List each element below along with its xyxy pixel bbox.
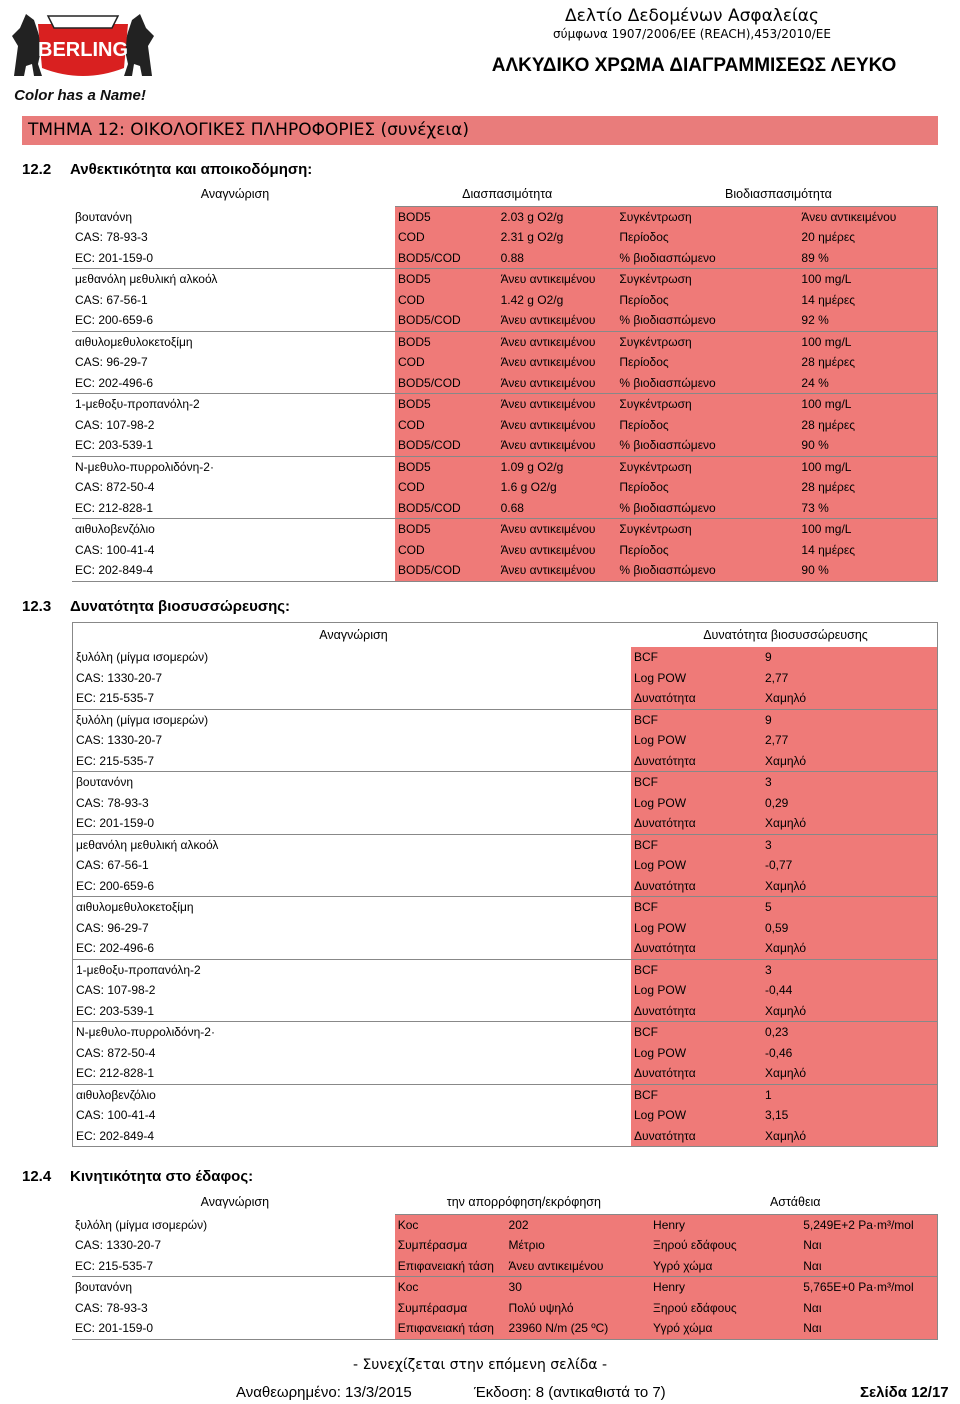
substance-identifier: CAS: 78-93-3 (75, 1300, 148, 1315)
document-title: Δελτίο Δεδομένων Ασφαλείας (565, 6, 819, 26)
table-row (73, 1105, 938, 1126)
data-cell: Συγκέντρωση (616, 331, 798, 352)
substance-identifier: βουτανόνη (73, 772, 632, 793)
data-value: 9 (762, 709, 938, 730)
data-value: Χαμηλό (762, 688, 938, 709)
logo-brand: BERLING (38, 39, 128, 61)
substance-identifier: EC: 212-828-1 (72, 498, 395, 519)
data-cell: 202 (506, 1214, 650, 1235)
data-cell: BOD5 (395, 394, 498, 415)
data-cell: Koc (395, 1277, 506, 1298)
data-cell: % βιοδιασπώμενο (616, 435, 798, 456)
data-cell: Άνευ αντικειμένου (498, 394, 617, 415)
substance-identifier: EC: 200-659-6 (73, 876, 632, 897)
header-volatility: Αστάθεια (769, 1194, 821, 1209)
data-value: Χαμηλό (762, 751, 938, 772)
data-cell: Άνευ αντικειμένου (498, 331, 617, 352)
data-label: Log POW (631, 730, 762, 751)
table-row (72, 310, 938, 331)
data-cell: 5,249E+2 Pa·m³/mol (800, 1214, 937, 1235)
table-row (73, 709, 938, 730)
data-label: Δυνατότητα (631, 688, 762, 709)
table-row (72, 227, 938, 248)
data-cell: Άνευ αντικειμένου (498, 352, 617, 373)
data-cell: Περίοδος (616, 540, 798, 561)
data-cell: % βιοδιασπώμενο (616, 498, 798, 519)
substance-identifier: EC: 202-849-4 (72, 560, 395, 581)
revision-date: Αναθεωρημένο: 13/3/2015 (236, 1384, 412, 1401)
data-value: 3 (762, 959, 938, 980)
header-bioaccumulation: Δυνατότητα βιοσυσσώρευσης (631, 623, 938, 648)
data-value: 5 (762, 897, 938, 918)
data-cell: Άνευ αντικειμένου (498, 310, 617, 331)
table-row (73, 876, 938, 897)
substance-identifier: CAS: 67-56-1 (75, 292, 148, 307)
data-cell: Άνευ αντικειμένου (506, 1256, 650, 1277)
data-cell: BOD5/COD (395, 248, 498, 269)
data-cell: 1.42 g O2/g (498, 290, 617, 311)
substance-identifier: CAS: 78-93-3 (73, 793, 632, 814)
data-value: Χαμηλό (762, 1001, 938, 1022)
table-row (72, 498, 938, 519)
data-cell: 1.6 g O2/g (498, 477, 617, 498)
substance-identifier: CAS: 107-98-2 (75, 417, 155, 432)
data-cell: BOD5 (395, 331, 498, 352)
data-label: Δυνατότητα (631, 1063, 762, 1084)
data-label: Δυνατότητα (631, 1126, 762, 1147)
data-cell: Άνευ αντικειμένου (498, 540, 617, 561)
data-label: Log POW (631, 1105, 762, 1126)
data-cell: 1.09 g O2/g (498, 456, 617, 477)
table-row (73, 647, 938, 668)
table-row (73, 938, 938, 959)
data-cell: 28 ημέρες (798, 477, 937, 498)
table-row (72, 1277, 938, 1298)
substance-identifier: EC: 215-535-7 (73, 688, 632, 709)
subsection-number: 12.3 (22, 598, 52, 615)
product-name: ΑΛΚΥΔΙΚΟ ΧΡΩΜΑ ΔΙΑΓΡΑΜΜΙΣΕΩΣ ΛΕΥΚΟ (491, 55, 897, 76)
data-label: BCF (631, 897, 762, 918)
data-cell: % βιοδιασπώμενο (616, 560, 798, 581)
data-cell: Συγκέντρωση (616, 394, 798, 415)
table-row (72, 1235, 938, 1256)
data-cell: Ναι (800, 1318, 937, 1339)
data-cell: Άνευ αντικειμένου (498, 435, 617, 456)
table-row (73, 834, 938, 855)
data-cell: Ναι (800, 1298, 937, 1319)
table-row (73, 897, 938, 918)
substance-identifier: CAS: 100-41-4 (75, 542, 155, 557)
data-cell: Ναι (800, 1256, 937, 1277)
data-value: -0,46 (762, 1043, 938, 1064)
header-identification: Αναγνώριση (73, 623, 632, 648)
substance-identifier: CAS: 872-50-4 (75, 480, 155, 495)
substance-identifier: EC: 215-535-7 (72, 1256, 395, 1277)
substance-identifier: EC: 203-539-1 (72, 435, 395, 456)
data-label: Log POW (631, 793, 762, 814)
table-row (73, 730, 938, 751)
substance-identifier: EC: 202-496-6 (72, 373, 395, 394)
biodegradability-table (72, 182, 938, 582)
data-value: 3 (762, 772, 938, 793)
data-value: -0,77 (762, 855, 938, 876)
table-row (72, 519, 938, 540)
data-cell: Άνευ αντικειμένου (498, 373, 617, 394)
data-cell: % βιοδιασπώμενο (616, 373, 798, 394)
data-cell: Περίοδος (616, 477, 798, 498)
table-row (73, 980, 938, 1001)
table-row (72, 290, 938, 311)
edition: Έκδοση: 8 (αντικαθιστά το 7) (474, 1384, 666, 1401)
table-row (73, 1001, 938, 1022)
table-row (72, 352, 938, 373)
data-cell: Συγκέντρωση (616, 519, 798, 540)
section-header (22, 116, 938, 145)
bioaccumulation-table (72, 622, 938, 1147)
subsection-title: Δυνατότητα βιοσυσσώρευσης: (70, 598, 291, 615)
table-row (73, 793, 938, 814)
table-row (72, 373, 938, 394)
data-cell: Άνευ αντικειμένου (498, 560, 617, 581)
table-row (72, 435, 938, 456)
substance-identifier: EC: 203-539-1 (73, 1001, 632, 1022)
table-row (73, 959, 938, 980)
table-row (73, 1063, 938, 1084)
table-row (72, 269, 938, 290)
subsection-12-2-heading (22, 161, 312, 178)
data-cell: Μέτριο (506, 1235, 650, 1256)
data-label: Log POW (631, 668, 762, 689)
table-row (72, 1318, 938, 1339)
data-label: Log POW (631, 855, 762, 876)
data-cell: Συμπέρασμα (395, 1298, 506, 1319)
subsection-number: 12.4 (22, 1168, 52, 1185)
substance-identifier: ξυλόλη (μίγμα ισομερών) (75, 1217, 208, 1232)
substance-identifier: CAS: 100-41-4 (73, 1105, 632, 1126)
data-cell: COD (395, 477, 498, 498)
substance-identifier: ξυλόλη (μίγμα ισομερών) (73, 647, 632, 668)
substance-identifier: βουτανόνη (75, 209, 132, 224)
data-value: -0,44 (762, 980, 938, 1001)
document-subtitle: σύμφωνα 1907/2006/ΕΕ (REACH),453/2010/ΕΕ (553, 27, 831, 41)
substance-identifier: αιθυλομεθυλοκετοξίμη (73, 897, 632, 918)
table-row (73, 855, 938, 876)
data-label: Δυνατότητα (631, 1001, 762, 1022)
data-cell: Henry (650, 1277, 800, 1298)
data-cell: 100 mg/L (798, 269, 937, 290)
table-row (73, 751, 938, 772)
data-cell: COD (395, 415, 498, 436)
substance-identifier: αιθυλομεθυλοκετοξίμη (75, 334, 193, 349)
data-value: Χαμηλό (762, 1126, 938, 1147)
data-cell: 14 ημέρες (798, 540, 937, 561)
substance-identifier: CAS: 67-56-1 (73, 855, 632, 876)
data-cell: 100 mg/L (798, 456, 937, 477)
data-cell: Koc (395, 1214, 506, 1235)
substance-identifier: αιθυλοβενζόλιο (73, 1084, 632, 1105)
data-cell: Ναι (800, 1235, 937, 1256)
data-value: 0,23 (762, 1022, 938, 1043)
table-row (72, 206, 938, 227)
data-value: 0,59 (762, 918, 938, 939)
table-row (72, 248, 938, 269)
data-cell: COD (395, 352, 498, 373)
data-cell: BOD5/COD (395, 560, 498, 581)
data-cell: BOD5/COD (395, 373, 498, 394)
data-cell: COD (395, 540, 498, 561)
data-value: 2,77 (762, 668, 938, 689)
table-row (73, 813, 938, 834)
data-label: BCF (631, 1084, 762, 1105)
substance-identifier: EC: 200-659-6 (72, 310, 395, 331)
data-cell: 100 mg/L (798, 331, 937, 352)
data-value: 9 (762, 647, 938, 668)
data-cell: Ξηρού εδάφους (650, 1298, 800, 1319)
data-cell: 28 ημέρες (798, 352, 937, 373)
substance-identifier: N-μεθυλο-πυρρολιδόνη-2· (73, 1022, 632, 1043)
table-header-row (72, 1190, 938, 1214)
data-value: Χαμηλό (762, 1063, 938, 1084)
data-label: BCF (631, 1022, 762, 1043)
substance-identifier: μεθανόλη μεθυλική αλκοόλ (73, 834, 632, 855)
data-cell: Υγρό χώμα (650, 1318, 800, 1339)
substance-identifier: N-μεθυλο-πυρρολιδόνη-2· (75, 459, 214, 474)
table-row (72, 477, 938, 498)
header-identification: Αναγνώριση (200, 1195, 270, 1209)
subsection-title: Κινητικότητα στο έδαφος: (70, 1168, 254, 1185)
data-value: 1 (762, 1084, 938, 1105)
data-cell: 100 mg/L (798, 394, 937, 415)
data-label: BCF (631, 709, 762, 730)
data-cell: 23960 N/m (25 ºC) (506, 1318, 650, 1339)
substance-identifier: EC: 215-535-7 (73, 751, 632, 772)
subsection-12-3-heading (22, 598, 290, 615)
data-cell: BOD5 (395, 269, 498, 290)
data-cell: Επιφανειακή τάση (395, 1256, 506, 1277)
substance-identifier: μεθανόλη μεθυλική αλκοόλ (75, 272, 218, 287)
data-cell: 14 ημέρες (798, 290, 937, 311)
data-cell: Περίοδος (616, 415, 798, 436)
table-row (72, 1298, 938, 1319)
data-cell: Henry (650, 1214, 800, 1235)
data-cell: Πολύ υψηλό (506, 1298, 650, 1319)
data-cell: 90 % (798, 560, 937, 581)
substance-identifier: CAS: 107-98-2 (73, 980, 632, 1001)
substance-identifier: CAS: 1330-20-7 (73, 730, 632, 751)
substance-identifier: EC: 201-159-0 (72, 248, 395, 269)
data-value: 0,29 (762, 793, 938, 814)
data-cell: 90 % (798, 435, 937, 456)
table-row (72, 1256, 938, 1277)
data-value: Χαμηλό (762, 938, 938, 959)
subsection-number: 12.2 (22, 161, 52, 178)
data-cell: 2.03 g O2/g (498, 206, 617, 227)
data-cell: 100 mg/L (798, 519, 937, 540)
data-cell: COD (395, 290, 498, 311)
data-cell: Συμπέρασμα (395, 1235, 506, 1256)
continued-note: - Συνεχίζεται στην επόμενη σελίδα - (352, 1357, 608, 1373)
substance-identifier: βουτανόνη (75, 1280, 132, 1295)
data-value: 3 (762, 834, 938, 855)
table-row (73, 1043, 938, 1064)
data-cell: BOD5/COD (395, 435, 498, 456)
substance-identifier: EC: 201-159-0 (73, 813, 632, 834)
data-cell: BOD5 (395, 519, 498, 540)
header-identification: Αναγνώριση (200, 187, 270, 201)
data-value: 2,77 (762, 730, 938, 751)
table-row (72, 456, 938, 477)
data-cell: % βιοδιασπώμενο (616, 310, 798, 331)
substance-identifier: EC: 201-159-0 (72, 1318, 395, 1339)
data-cell: 28 ημέρες (798, 415, 937, 436)
substance-identifier: CAS: 872-50-4 (73, 1043, 632, 1064)
table-row (72, 560, 938, 581)
data-label: Δυνατότητα (631, 813, 762, 834)
data-label: BCF (631, 772, 762, 793)
table-row (73, 1022, 938, 1043)
table-row (73, 772, 938, 793)
table-row (72, 540, 938, 561)
data-label: BCF (631, 647, 762, 668)
data-label: Δυνατότητα (631, 876, 762, 897)
data-cell: BOD5 (395, 456, 498, 477)
data-label: BCF (631, 834, 762, 855)
data-cell: 2.31 g O2/g (498, 227, 617, 248)
data-value: Χαμηλό (762, 813, 938, 834)
table-row (73, 1126, 938, 1147)
data-cell: 20 ημέρες (798, 227, 937, 248)
table-row (73, 918, 938, 939)
table-row (72, 1214, 938, 1235)
substance-identifier: EC: 212-828-1 (73, 1063, 632, 1084)
data-cell: Υγρό χώμα (650, 1256, 800, 1277)
header-degradability: Διασπασιμότητα (462, 186, 553, 201)
substance-identifier: CAS: 96-29-7 (73, 918, 632, 939)
table-header-row (73, 623, 938, 648)
data-cell: Άνευ αντικειμένου (798, 206, 937, 227)
table-row (72, 415, 938, 436)
data-cell: Άνευ αντικειμένου (498, 519, 617, 540)
data-cell: Συγκέντρωση (616, 456, 798, 477)
table-row (72, 394, 938, 415)
data-cell: 73 % (798, 498, 937, 519)
data-label: BCF (631, 959, 762, 980)
data-cell: 0.68 (498, 498, 617, 519)
substance-identifier: EC: 202-849-4 (73, 1126, 632, 1147)
data-cell: Συγκέντρωση (616, 269, 798, 290)
data-cell: 24 % (798, 373, 937, 394)
data-cell: Περίοδος (616, 352, 798, 373)
table-row (72, 331, 938, 352)
substance-identifier: 1-μεθοξυ-προπανόλη-2 (73, 959, 632, 980)
data-label: Δυνατότητα (631, 938, 762, 959)
substance-identifier: CAS: 1330-20-7 (75, 1238, 162, 1253)
data-cell: COD (395, 227, 498, 248)
data-cell: BOD5/COD (395, 498, 498, 519)
data-value: Χαμηλό (762, 876, 938, 897)
table-row (73, 668, 938, 689)
table-header-row (72, 182, 938, 206)
data-cell: 0.88 (498, 248, 617, 269)
data-cell: 30 (506, 1277, 650, 1298)
page-number: Σελίδα 12/17 (860, 1384, 949, 1401)
data-label: Log POW (631, 980, 762, 1001)
section-title: ΤΜΗΜΑ 12: ΟΙΚΟΛΟΓΙΚΕΣ ΠΛΗΡΟΦΟΡΙΕΣ (συνέχεια) (28, 120, 470, 140)
data-value: 3,15 (762, 1105, 938, 1126)
data-cell: Περίοδος (616, 227, 798, 248)
soil-mobility-table (72, 1190, 938, 1340)
data-cell: BOD5 (395, 206, 498, 227)
substance-identifier: αιθυλοβενζόλιο (75, 522, 155, 537)
data-label: Log POW (631, 1043, 762, 1064)
data-cell: Άνευ αντικειμένου (498, 415, 617, 436)
logo-tagline: Color has a Name! (14, 87, 146, 104)
data-cell: Ξηρού εδάφους (650, 1235, 800, 1256)
data-cell: 89 % (798, 248, 937, 269)
substance-identifier: CAS: 96-29-7 (75, 355, 148, 370)
substance-identifier: CAS: 78-93-3 (75, 230, 148, 245)
data-cell: Άνευ αντικειμένου (498, 269, 617, 290)
data-label: Log POW (631, 918, 762, 939)
data-cell: BOD5/COD (395, 310, 498, 331)
substance-identifier: CAS: 1330-20-7 (73, 668, 632, 689)
data-label: Δυνατότητα (631, 751, 762, 772)
substance-identifier: ξυλόλη (μίγμα ισομερών) (73, 709, 632, 730)
substance-identifier: 1-μεθοξυ-προπανόλη-2 (75, 397, 200, 412)
table-row (73, 1084, 938, 1105)
data-cell: Συγκέντρωση (616, 206, 798, 227)
table-row (73, 688, 938, 709)
data-cell: 5,765E+0 Pa·m³/mol (800, 1277, 937, 1298)
substance-identifier: EC: 202-496-6 (73, 938, 632, 959)
data-cell: Επιφανειακή τάση (395, 1318, 506, 1339)
berling-logo (8, 6, 158, 106)
header-biodegradability: Βιοδιασπασιμότητα (725, 186, 832, 201)
data-cell: 92 % (798, 310, 937, 331)
header-adsorption: την απορρόφηση/εκρόφηση (446, 1194, 601, 1209)
subsection-12-4-heading (22, 1168, 253, 1185)
subsection-title: Ανθεκτικότητα και αποικοδόμηση: (70, 161, 313, 178)
data-cell: Περίοδος (616, 290, 798, 311)
data-cell: % βιοδιασπώμενο (616, 248, 798, 269)
